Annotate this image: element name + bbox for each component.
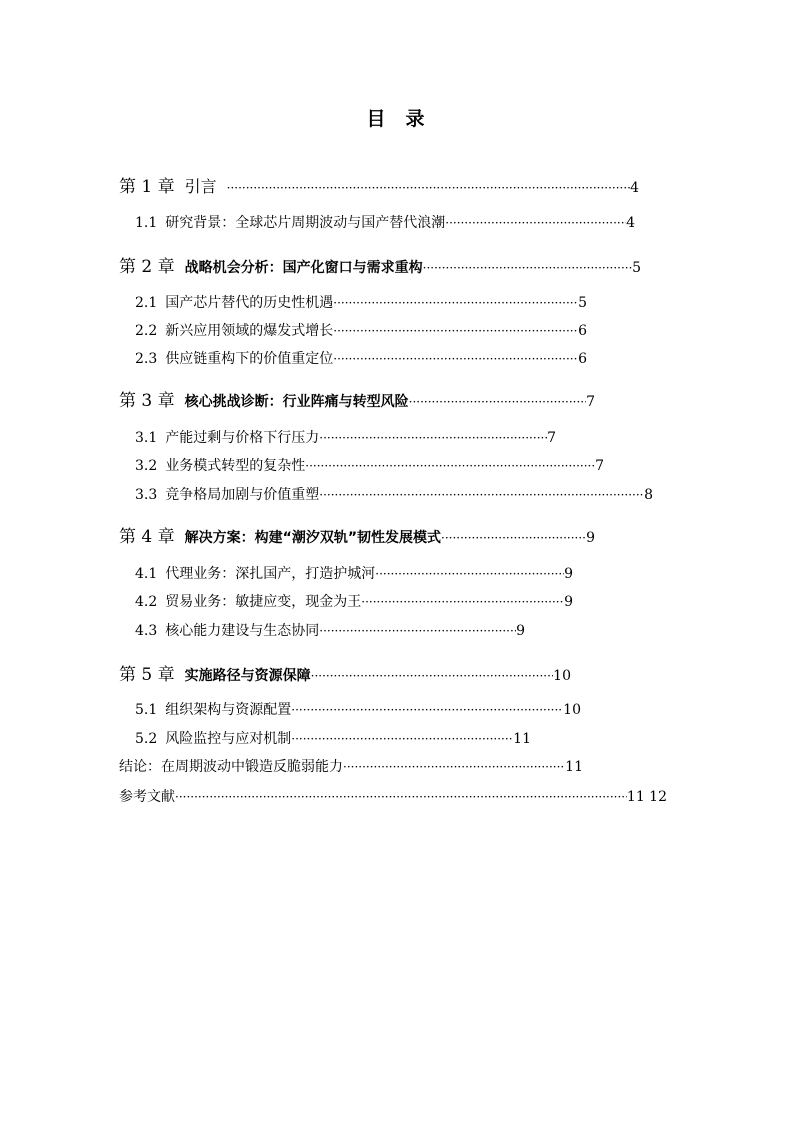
section-title: 新兴应用领域的爆发式增长 — [165, 323, 334, 339]
leader-dots — [343, 760, 565, 774]
section-number: 4.3 — [135, 623, 158, 639]
title-char-1: 目 — [366, 108, 388, 130]
toc-section-1-1[interactable] — [135, 212, 635, 232]
leader-dots — [319, 431, 547, 445]
chapter-title: 战略机会分析：国产化窗口与需求重构 — [184, 260, 423, 276]
leader-dots — [305, 459, 595, 473]
chapter-number: 第 4 章 — [119, 527, 175, 547]
section-number: 5.2 — [135, 731, 158, 747]
toc-section-5-2[interactable] — [135, 728, 531, 748]
toc-chapter-2[interactable] — [119, 252, 641, 277]
page-number: 11 — [565, 759, 583, 775]
section-number: 2.3 — [135, 351, 158, 367]
leader-dots — [333, 296, 578, 310]
toc-section-4-2[interactable] — [135, 591, 573, 611]
section-title: 业务模式转型的复杂性 — [165, 458, 306, 474]
page-number: 4 — [630, 180, 639, 196]
page-number: 9 — [586, 530, 595, 546]
page-number: 7 — [547, 430, 556, 446]
chapter-number: 第 3 章 — [119, 391, 175, 411]
references-title: 参考文献 — [119, 789, 175, 805]
leader-dots — [291, 703, 563, 717]
section-title: 代理业务：深扎国产，打造护城河 — [165, 566, 376, 582]
chapter-title: 引言 — [184, 177, 217, 196]
page-number: 8 — [644, 487, 653, 503]
leader-dots — [441, 531, 586, 545]
leader-dots — [291, 732, 513, 746]
section-title: 国产芯片替代的历史性机遇 — [165, 295, 334, 311]
toc-conclusion[interactable] — [119, 756, 583, 776]
leader-dots — [375, 567, 564, 581]
section-number: 2.2 — [135, 323, 158, 339]
toc-section-2-1[interactable] — [135, 292, 587, 312]
leader-dots — [319, 488, 644, 502]
section-title: 风险监控与应对机制 — [165, 731, 292, 747]
page-number: 7 — [586, 394, 595, 410]
conclusion-title: 结论：在周期波动中锻造反脆弱能力 — [119, 759, 343, 775]
page-number: 4 — [626, 215, 635, 231]
chapter-title: 实施路径与资源保障 — [184, 668, 311, 684]
toc-chapter-5[interactable] — [119, 660, 571, 685]
section-title: 研究背景：全球芯片周期波动与国产替代浪潮 — [165, 215, 446, 231]
toc-chapter-3[interactable] — [119, 386, 595, 411]
section-title: 竞争格局加剧与价值重塑 — [165, 487, 320, 503]
chapter-number: 第 2 章 — [119, 257, 175, 277]
leader-dots — [333, 324, 578, 338]
section-title: 组织架构与资源配置 — [165, 702, 292, 718]
chapter-title: 核心挑战诊断：行业阵痛与转型风险 — [184, 394, 409, 410]
chapter-number: 第 5 章 — [119, 665, 175, 685]
leader-dots — [409, 395, 586, 409]
chapter-title: 解决方案：构建“潮汐双轨”韧性发展模式 — [184, 530, 442, 546]
chapter-number: 第 1 章 — [119, 177, 175, 197]
section-number: 1.1 — [135, 215, 158, 231]
section-title: 产能过剩与价格下行压力 — [165, 430, 320, 446]
page-number: 5 — [632, 260, 641, 276]
section-number: 4.1 — [135, 566, 158, 582]
section-number: 4.2 — [135, 594, 158, 610]
page-number: 11 — [513, 731, 531, 747]
leader-dots — [361, 595, 564, 609]
leader-dots — [319, 624, 516, 638]
page-number: 6 — [578, 351, 587, 367]
toc-section-3-1[interactable] — [135, 427, 556, 447]
page-number: 7 — [595, 458, 604, 474]
section-title: 核心能力建设与生态协同 — [165, 623, 320, 639]
section-title: 贸易业务：敏捷应变，现金为王 — [165, 594, 362, 610]
section-title: 供应链重构下的价值重定位 — [165, 351, 334, 367]
section-number: 2.1 — [135, 295, 158, 311]
leader-dots — [423, 261, 632, 275]
page-title — [0, 104, 793, 131]
section-number: 3.3 — [135, 487, 158, 503]
page-number: 6 — [578, 323, 587, 339]
section-number: 3.2 — [135, 458, 158, 474]
leader-dots — [445, 216, 626, 230]
leader-dots — [311, 669, 554, 683]
toc-section-4-3[interactable] — [135, 620, 525, 640]
page-number: 10 — [563, 702, 581, 718]
title-char-2: 录 — [405, 108, 427, 130]
page-number: 5 — [578, 295, 587, 311]
leader-dots — [175, 790, 627, 804]
page-number: 9 — [516, 623, 525, 639]
toc-chapter-4[interactable] — [119, 522, 595, 547]
toc-section-4-1[interactable] — [135, 563, 573, 583]
leader-dots — [227, 181, 630, 195]
toc-section-3-2[interactable] — [135, 455, 604, 475]
page-number: 9 — [564, 594, 573, 610]
section-number: 5.1 — [135, 702, 158, 718]
toc-section-3-3[interactable] — [135, 484, 653, 504]
section-number: 3.1 — [135, 430, 158, 446]
toc-section-5-1[interactable] — [135, 699, 581, 719]
toc-chapter-1[interactable] — [119, 172, 639, 197]
toc-references[interactable] — [119, 786, 667, 806]
page-number: 9 — [564, 566, 573, 582]
page-number: 11 12 — [626, 789, 667, 805]
toc-section-2-2[interactable] — [135, 320, 587, 340]
toc-section-2-3[interactable] — [135, 348, 587, 368]
page-number: 10 — [553, 668, 571, 684]
leader-dots — [333, 352, 578, 366]
